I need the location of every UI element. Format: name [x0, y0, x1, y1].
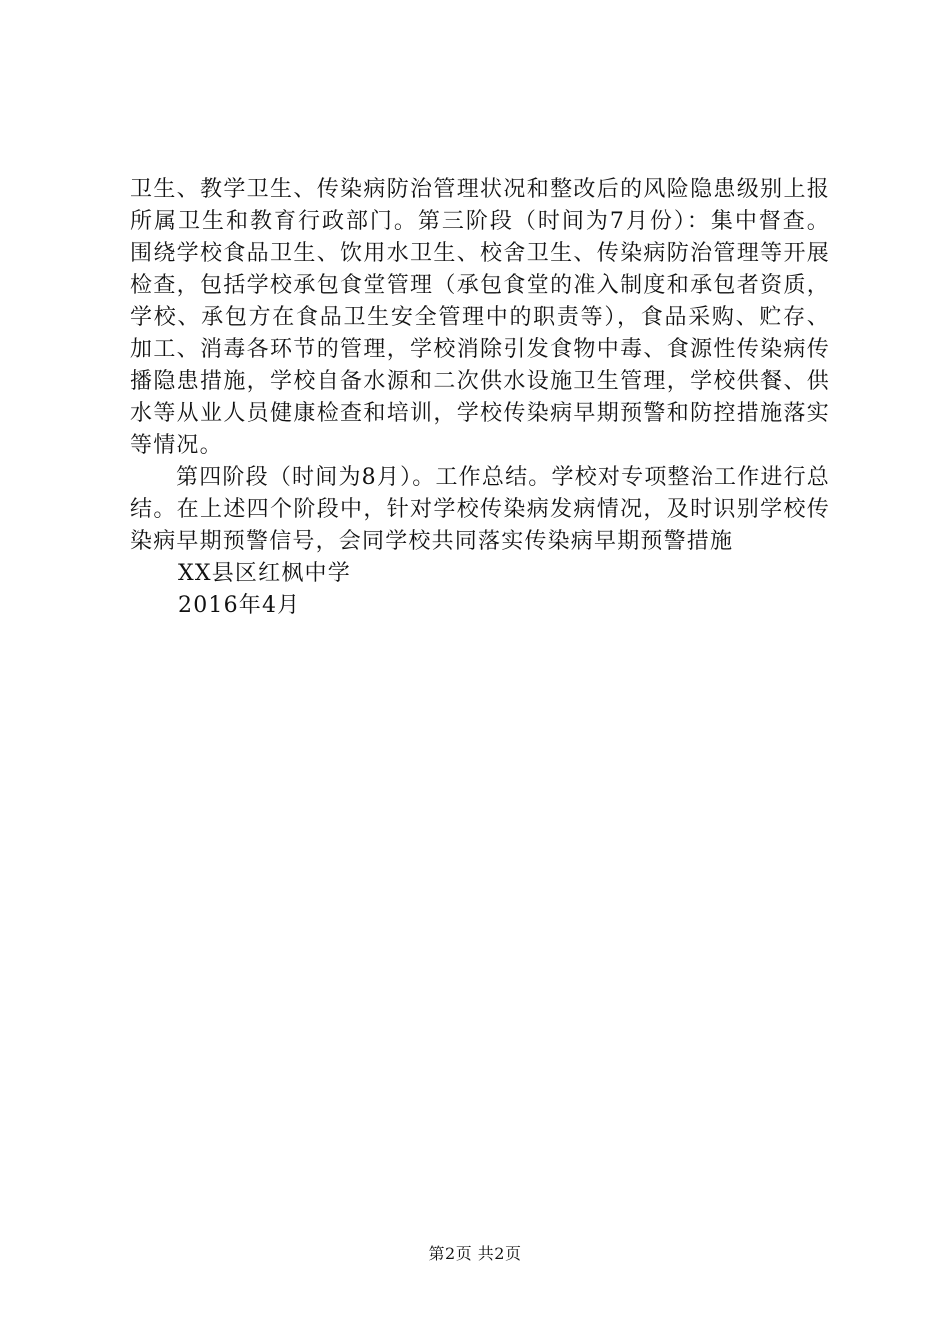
- signature-organization: XX县区红枫中学: [178, 561, 351, 586]
- document-body: [130, 174, 830, 622]
- signature-date: 2016年4月: [178, 593, 301, 618]
- page-number-indicator: 第2页 共2页: [428, 1244, 522, 1263]
- page-footer: [0, 1244, 950, 1264]
- body-paragraph-2: 第四阶段（时间为8月）。工作总结。学校对专项整治工作进行总结。在上述四个阶段中，针对学校传染病发病情况，及时识别学校传染病早期预警信号，会同学校共同落实传染病早期预警措施: [130, 465, 830, 554]
- body-paragraph-1: 卫生、教学卫生、传染病防治管理状况和整改后的风险隐患级别上报所属卫生和教育行政部门。第三阶段（时间为7月份）：集中督查。围绕学校食品卫生、饮用水卫生、校舍卫生、传染病防治管理等开展检查，包括学校承包食堂管理（承包食堂的准入制度和承包者资质，学校、承包方在食品卫生安全管理中的职责等），食品采购、贮存、加工、消毒各环节的管理，学校消除引发食物中毒、食源性传染病传播隐患措施，学校自备水源和二次供水设施卫生管理，学校供餐、供水等从业人员健康检查和培训，学校传染病早期预警和防控措施落实等情况。: [130, 177, 830, 458]
